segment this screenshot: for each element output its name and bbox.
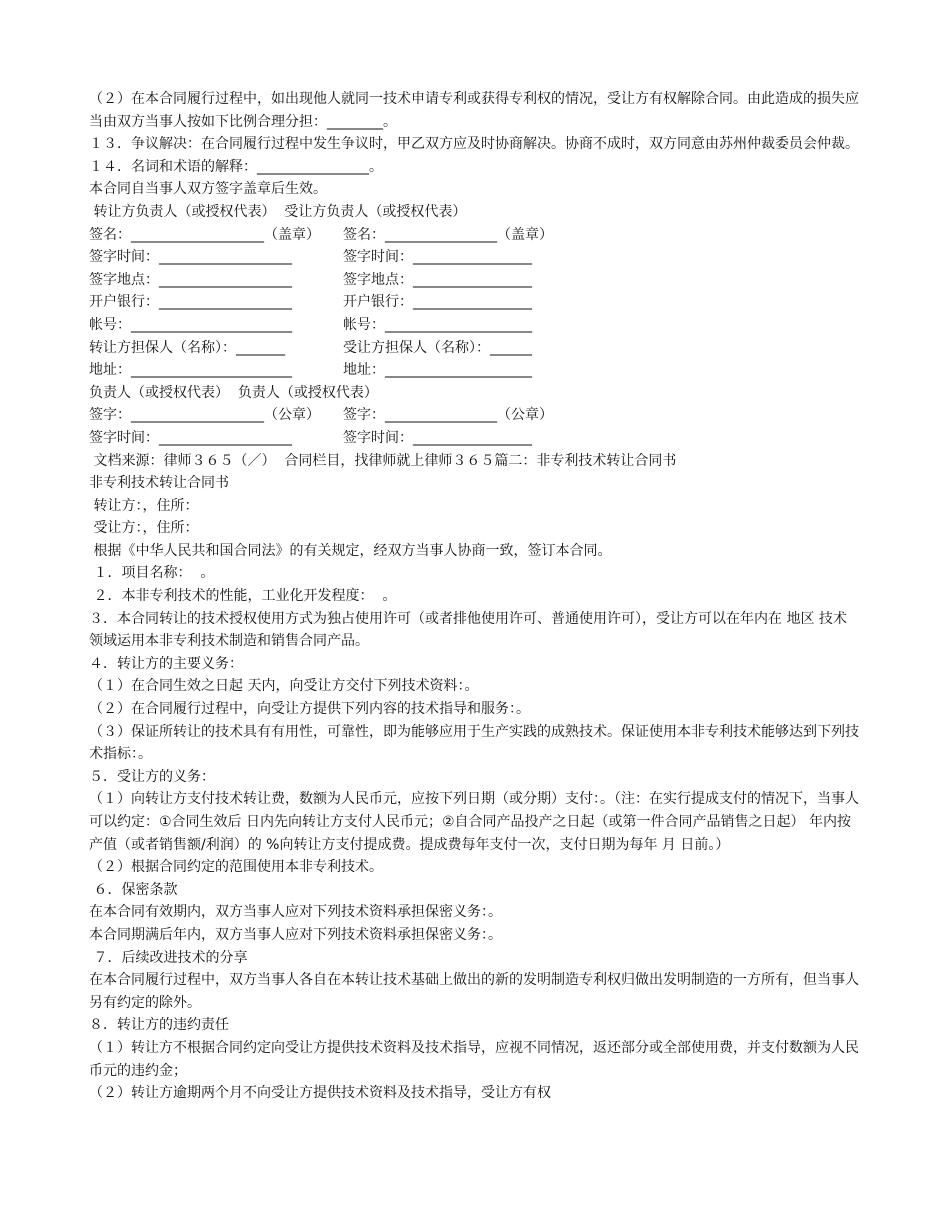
clause-3: ３．本合同转让的技术授权使用方式为独占使用许可（或者排他使用许可、普通使用许可），受让方可以在年内在 地区 技术领域运用本非专利技术制造和销售合同产品。: [89, 610, 847, 650]
transferee-field: 地址：_____________________: [343, 362, 532, 379]
clause-1: １．项目名称： 。: [89, 565, 215, 582]
clause-12-2: （２）在本合同履行过程中，如出现他人就同一技术申请专利或获得专利权的情况，受让方有权解除合同。由此造成的损失应当由双方当事人按如下比例合理分担：________。: [89, 91, 859, 130]
transferee-field: 受让方担保人（名称）：______: [343, 339, 532, 356]
transferor-field: 签名：___________________（盖章）: [89, 226, 320, 243]
transferee-field: 签字地点：_________________: [343, 271, 532, 288]
clause-6-2: 本合同期满后年内，双方当事人应对下列技术资料承担保密义务：。: [89, 926, 502, 943]
signature-block: [89, 224, 859, 450]
transferor-field: 帐号：_______________________: [89, 316, 292, 333]
transferor-field: 签字时间：___________________: [89, 249, 292, 266]
signature-row: [89, 314, 859, 337]
clause-5-1: （１）向转让方支付技术转让费，数额为人民币元，应按下列日期（或分期）支付：。（注：在实行提成支付的情况下，当事人可以约定：①合同生效后 日内先向转让方支付人民币元；②自合同产品投产之日起（或第一件合同产品销售之日起） 年内按产值（或者销售额/利润）的 %向转让方支付提成费。提成费每年支付一次，支付日期为每年 月 日前。）: [89, 791, 859, 853]
transferee-line: 受让方：，住所：: [89, 520, 199, 537]
signature-row: [89, 427, 859, 450]
clause-8-1: （１）转让方不根据合同约定向受让方提供技术资料及技术指导，应视不同情况，返还部分或全部使用费，并支付数额为人民币元的违约金；: [89, 1039, 859, 1079]
clause-4-3: （３）保证所转让的技术具有有用性，可靠性，即为能够应用于生产实践的成熟技术。保证使用本非专利技术能够达到下列技术指标：。: [89, 723, 859, 763]
clause-7-heading: ７．后续改进技术的分享: [89, 949, 248, 966]
transferor-field: 地址：_______________________: [89, 362, 292, 379]
transferor-line: 转让方：，住所：: [89, 497, 199, 514]
transferor-field: 签字时间：___________________: [89, 429, 292, 446]
signature-row: [89, 404, 859, 427]
clause-4-1: （１）在合同生效之日起 天内，向受让方交付下列技术资料：。: [89, 678, 479, 695]
clause-13-dispute: １３．争议解决：在合同履行过程中发生争议时，甲乙双方应及时协商解决。协商不成时，双方同意由苏州仲裁委员会仲裁。: [89, 136, 859, 153]
transferee-field: 签字：________________（公章）: [343, 407, 553, 424]
clause-6-heading: ６．保密条款: [89, 881, 178, 898]
signature-row: [89, 291, 859, 314]
source-line: 文档来源：律师３６５（／） 合同栏目，找律师就上律师３６５篇二：非专利技术转让合同书: [89, 452, 677, 469]
clause-8-heading: ８．转让方的违约责任: [89, 1017, 229, 1034]
guarantor-rep-heading: 负责人（或授权代表） 负责人（或授权代表）: [89, 384, 378, 401]
clause-14-terms: １４．名词和术语的解释：________________。: [89, 158, 383, 175]
clause-8-2: （２）转让方逾期两个月不向受让方提供技术资料及技术指导，受让方有权: [89, 1085, 551, 1102]
clause-6-1: 在本合同有效期内，双方当事人应对下列技术资料承担保密义务：。: [89, 904, 502, 921]
clause-7-1: 在本合同履行过程中，双方当事人各自在本转让技术基础上做出的新的发明制造专利权归做出发明制造的一方所有，但当事人另有约定的除外。: [89, 972, 859, 1011]
transferee-field: 签字时间：_________________: [343, 249, 532, 266]
transferee-field: 帐号：_____________________: [343, 316, 532, 333]
clause-5-2: （２）根据合同约定的范围使用本非专利技术。: [89, 859, 383, 876]
intro-paragraph: 根据《中华人民共和国合同法》的有关规定，经双方当事人协商一致，签订本合同。: [89, 542, 612, 559]
contract-title: 非专利技术转让合同书: [89, 475, 229, 492]
effective-statement: 本合同自当事人双方签字盖章后生效。: [89, 181, 327, 198]
clause-4-2: （２）在合同履行过程中，向受让方提供下列内容的技术指导和服务：。: [89, 701, 530, 718]
signatory-heading: 转让方负责人（或授权代表） 受让方负责人（或授权代表）: [89, 203, 467, 220]
transferee-field: 开户银行：_________________: [343, 294, 532, 311]
transferee-field: 签字时间：_________________: [343, 429, 532, 446]
signature-row: [89, 337, 859, 360]
signature-row: [89, 269, 859, 292]
transferee-field: 签名：________________（盖章）: [343, 226, 553, 243]
clause-5-heading: ５．受让方的义务：: [89, 768, 215, 785]
document-page: [89, 88, 859, 1105]
signature-row: [89, 246, 859, 269]
transferor-field: 签字地点：___________________: [89, 271, 292, 288]
transferor-field: 转让方担保人（名称）：_______: [89, 339, 285, 356]
signature-row: [89, 359, 859, 382]
transferor-field: 签字：___________________（公章）: [89, 407, 320, 424]
clause-4-heading: ４．转让方的主要义务：: [89, 655, 243, 672]
transferor-field: 开户银行：___________________: [89, 294, 292, 311]
signature-row: [89, 224, 859, 247]
clause-2: ２．本非专利技术的性能，工业化开发程度： 。: [89, 588, 397, 605]
